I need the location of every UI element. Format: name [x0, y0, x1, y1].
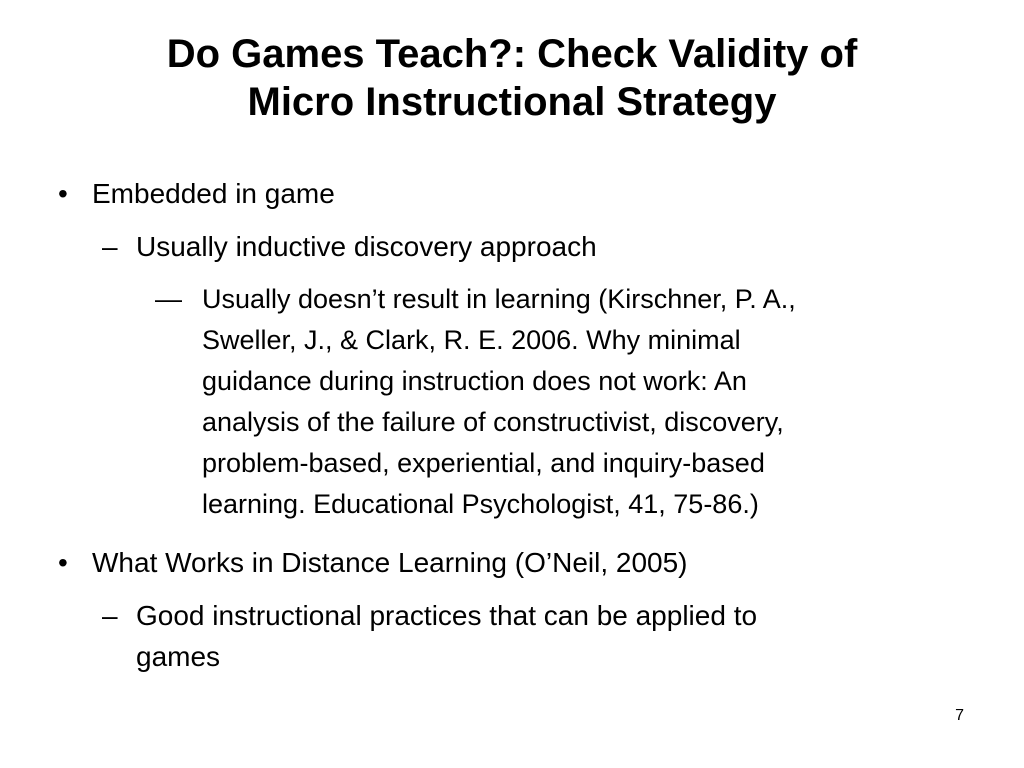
citation-line: learning. Educational Psychologist, 41, 75-86.)	[202, 489, 759, 519]
sub-bullet-text: Usually inductive discovery approach	[136, 231, 597, 262]
citation-line: analysis of the failure of constructivist, discovery,	[202, 407, 784, 437]
title-line: Do Games Teach?: Check Validity of	[166, 32, 858, 76]
citation-line: Usually doesn’t result in learning (Kirschner, P. A.,	[202, 284, 796, 314]
bullet-marker: •	[58, 178, 68, 209]
sub-bullet-text: Good instructional practices that can be applied to	[136, 600, 758, 631]
bullet-marker: •	[58, 547, 68, 578]
bullet-text: Embedded in game	[92, 178, 335, 209]
citation-line: Sweller, J., & Clark, R. E. 2006. Why minimal	[202, 325, 741, 355]
bullet-text: What Works in Distance Learning (O’Neil, 2005)	[92, 547, 688, 578]
citation-line: problem-based, experiential, and inquiry-based	[202, 448, 765, 478]
citation-line: guidance during instruction does not work: An	[202, 366, 747, 396]
dash-marker: –	[102, 600, 118, 631]
page-number: 7	[955, 707, 964, 724]
dash-marker: –	[102, 231, 118, 262]
title-line: Micro Instructional Strategy	[247, 80, 777, 124]
emdash-marker: —	[155, 284, 182, 314]
sub-bullet-text: games	[136, 641, 221, 672]
